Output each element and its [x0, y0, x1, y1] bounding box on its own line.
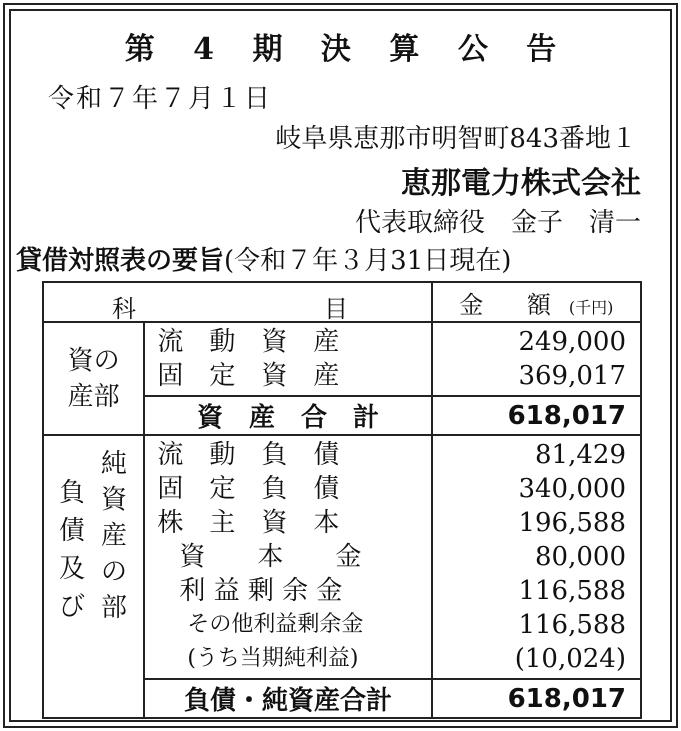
header-item-k1: 科 — [112, 295, 136, 323]
assets-values — [432, 322, 641, 396]
section-char: 純 — [100, 449, 127, 479]
company-name: 恵那電力株式会社 — [401, 166, 641, 201]
list-item: 流 動 資 産 — [157, 327, 340, 357]
section-char: の — [100, 557, 127, 587]
list-item: その他利益剰余金 — [187, 612, 364, 637]
header-amount-label: 金 額 — [459, 290, 569, 319]
list-item: 利 益 剰 余 金 — [179, 576, 343, 606]
notice-date: 令和７年７月１日 — [48, 84, 273, 114]
liabilities-section-right — [96, 446, 132, 626]
header-item-k2: 目 — [324, 295, 348, 323]
list-item: 株 主 資 本 — [157, 508, 340, 538]
list-value: 81,429 — [535, 440, 626, 470]
company-address: 岐阜県恵那市明智町843番地１ — [275, 124, 637, 154]
list-item: 固 定 負 債 — [157, 474, 340, 504]
assets-section-line2: 産部 — [67, 381, 120, 412]
liabilities-total-label: 負債・純資産合計 — [144, 679, 431, 718]
list-item: (うち当期純利益) — [187, 646, 359, 671]
assets-items — [144, 322, 431, 396]
balance-sheet-period: (令和７年３月31日現在) — [224, 246, 512, 276]
assets-total-label: 資 産 合 計 — [144, 396, 431, 435]
list-value: 369,017 — [518, 361, 626, 391]
balance-sheet-table — [42, 281, 642, 719]
section-char: 及 — [58, 554, 85, 584]
liabilities-section-left — [54, 474, 90, 626]
liabilities-total-value: 618,017 — [432, 679, 641, 718]
balance-sheet-heading — [16, 240, 511, 277]
list-value: 80,000 — [535, 542, 626, 572]
notice-title: 第 4 期 決 算 公 告 — [124, 32, 571, 67]
assets-section-line1: 資の — [67, 345, 120, 376]
liabilities-row — [43, 435, 641, 679]
balance-sheet-title: 貸借対照表の要旨 — [16, 246, 225, 276]
representative: 代表取締役 金子 清一 — [354, 208, 641, 238]
list-value: (10,024) — [514, 644, 626, 674]
list-value: 116,588 — [518, 576, 626, 606]
table-header-row — [43, 282, 641, 322]
section-char: 資 — [100, 485, 127, 515]
assets-row — [43, 322, 641, 396]
header-unit: (千円) — [568, 297, 614, 317]
header-item — [43, 282, 432, 322]
list-item: 資 本 金 — [179, 542, 362, 572]
list-item: 流 動 負 債 — [157, 440, 340, 470]
list-value: 249,000 — [518, 327, 626, 357]
section-char: 部 — [100, 593, 127, 623]
list-value: 116,588 — [518, 610, 626, 640]
list-item: 固 定 資 産 — [157, 361, 340, 391]
liabilities-values — [432, 435, 641, 679]
header-amount — [432, 282, 641, 322]
list-value: 340,000 — [518, 474, 626, 504]
assets-section-label — [43, 322, 144, 435]
section-char: 債 — [58, 516, 85, 546]
assets-total-value: 618,017 — [432, 396, 641, 435]
section-char: 産 — [100, 521, 127, 551]
section-char: 負 — [58, 478, 85, 508]
liabilities-section-label — [43, 435, 144, 718]
liabilities-items — [144, 435, 431, 679]
section-char: び — [58, 592, 85, 622]
list-value: 196,588 — [518, 508, 626, 538]
